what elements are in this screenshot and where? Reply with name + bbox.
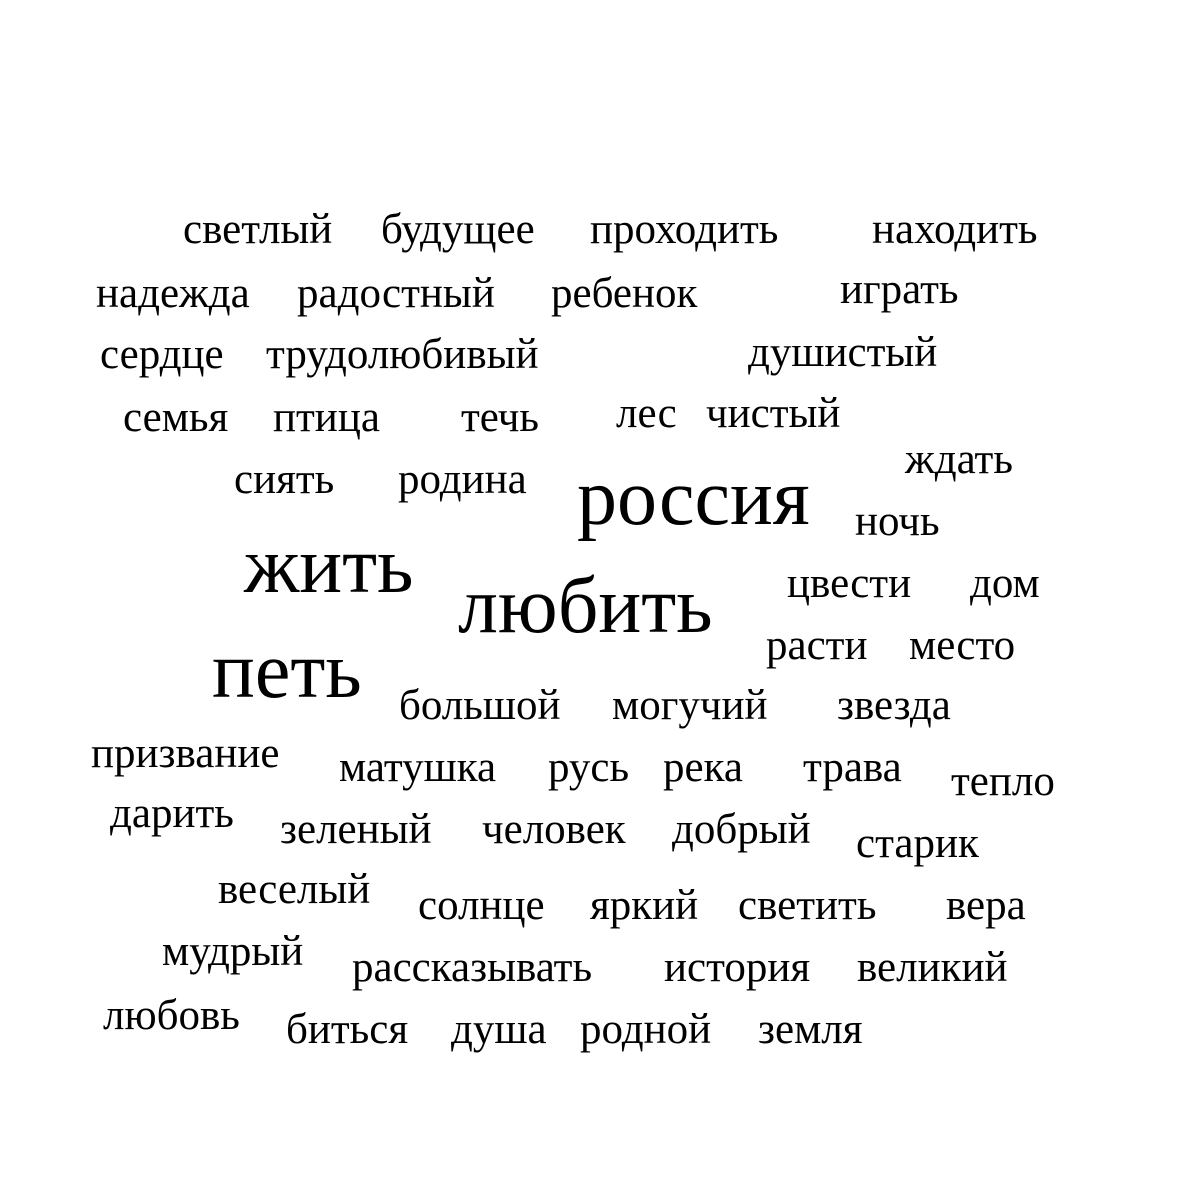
word: цвести <box>787 560 912 607</box>
word: родной <box>580 1006 712 1053</box>
word: любить <box>458 562 713 650</box>
word: лес <box>616 390 677 437</box>
word: сиять <box>234 456 335 503</box>
word: вера <box>946 882 1026 929</box>
word: жить <box>244 522 414 610</box>
word: звезда <box>837 682 951 729</box>
word: тепло <box>951 758 1055 805</box>
word: душа <box>451 1006 547 1053</box>
word: сердце <box>100 331 224 378</box>
word: находить <box>872 206 1038 253</box>
word: русь <box>548 744 630 791</box>
word: ждать <box>905 436 1013 483</box>
word: великий <box>857 944 1008 991</box>
word: радостный <box>297 270 495 317</box>
word: проходить <box>590 206 779 253</box>
word: играть <box>840 266 959 313</box>
word: трудолюбивый <box>266 331 539 378</box>
word: чистый <box>706 390 841 437</box>
word: родина <box>398 456 527 503</box>
word: расти <box>766 622 868 669</box>
word: веселый <box>218 866 371 913</box>
word: история <box>664 944 811 991</box>
word: дом <box>970 560 1040 607</box>
word: семья <box>123 394 229 441</box>
word: трава <box>803 744 902 791</box>
word: яркий <box>590 882 699 929</box>
word: будущее <box>381 206 535 253</box>
word: дарить <box>110 790 234 837</box>
word: добрый <box>672 806 811 853</box>
word: ночь <box>855 498 940 545</box>
word: ребенок <box>551 270 698 317</box>
word: мудрый <box>162 928 304 975</box>
word: место <box>909 622 1016 669</box>
word: течь <box>461 394 540 441</box>
word: любовь <box>103 992 240 1039</box>
word: солнце <box>418 882 545 929</box>
word: птица <box>273 394 380 441</box>
word: светить <box>738 882 877 929</box>
word: могучий <box>612 682 768 729</box>
word: надежда <box>96 270 250 317</box>
word: петь <box>212 627 362 715</box>
word: рассказывать <box>352 944 593 991</box>
word: большой <box>399 682 561 729</box>
word: матушка <box>339 744 497 791</box>
word: душистый <box>748 329 938 376</box>
word: светлый <box>183 206 333 253</box>
word: человек <box>482 806 626 853</box>
word: призвание <box>91 730 280 777</box>
word: зеленый <box>280 806 432 853</box>
word: земля <box>758 1006 863 1053</box>
word: биться <box>286 1006 409 1053</box>
word: старик <box>856 820 979 867</box>
word: река <box>663 744 743 791</box>
word: россия <box>577 454 810 542</box>
